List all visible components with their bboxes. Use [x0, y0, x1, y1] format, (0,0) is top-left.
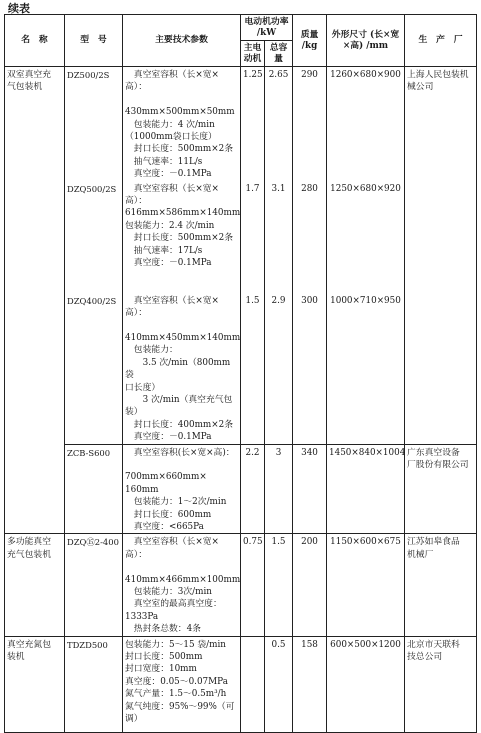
table-row — [5, 444, 477, 534]
model-cell: TDZD500 — [65, 636, 123, 732]
total-power-cell: 1.5 — [265, 534, 293, 636]
header-weight: 质量 /kg — [293, 15, 327, 67]
table-caption: 续表 — [8, 2, 30, 15]
header-params: 主要技术参数 — [123, 15, 241, 67]
dims-cell: 1450×840×1004 — [327, 444, 405, 534]
header-name: 名 称 — [5, 15, 65, 67]
params-cell: 真空室容积（长×宽× 高）： 410mm×466mm×100mm 包装能力：3次/min 真空室的最高真空度： 1333Pa 热封条总数：4条 — [123, 534, 241, 636]
dims-cell: 1150×600×675 — [327, 534, 405, 636]
manufacturer-cell: 广东真空设备 厂股份有限公司 — [405, 444, 477, 534]
manufacturer-cell: 北京市天联科 技总公司 — [405, 636, 477, 732]
main-power-cell: 1.5 — [241, 293, 265, 444]
model-cell: DZQ⑮2-400 — [65, 534, 123, 636]
header-dims: 外形尺寸 (长×宽×高) /mm — [327, 15, 405, 67]
model-cell: DZ500/2S — [65, 67, 123, 181]
dims-cell: 1000×710×950 — [327, 293, 405, 444]
main-power-cell: 1.7 — [241, 181, 265, 293]
weight-cell: 280 — [293, 181, 327, 293]
params-cell: 包装能力：5～15 袋/min 封口长度：500mm 封口宽度：10mm 真空度：0.05～0.07MPa 氮气产量：1.5～0.5m³/h 氮气纯度：95%～99%（可 调） — [123, 636, 241, 732]
main-power-cell: 0.75 — [241, 534, 265, 636]
equipment-table — [4, 14, 477, 733]
table-row — [5, 534, 477, 636]
dims-cell: 1250×680×920 — [327, 181, 405, 293]
dims-cell: 600×500×1200 — [327, 636, 405, 732]
params-cell: 真空室容积(长×宽×高)： 700mm×660mm× 160mm 包装能力：1～2次/min 封口长度：600mm 真空度：<665Pa — [123, 444, 241, 534]
params-cell: 真空室容积（长×宽× 高）： 430mm×500mm×50mm 包装能力：4 次/min （1000mm袋口长度） 封口长度：500mm×2条 抽气速率：11L/s 真空度：－0.1MPa — [123, 67, 241, 181]
product-name-cell: 多功能真空 充气包装机 — [5, 534, 65, 636]
header-total-power: 总容量 — [265, 41, 293, 67]
header-power: 电动机功率 /kW — [241, 15, 293, 41]
model-cell: DZQ500/2S — [65, 181, 123, 293]
header-model: 型 号 — [65, 15, 123, 67]
header-main-power: 主电 动机 — [241, 41, 265, 67]
weight-cell: 290 — [293, 67, 327, 181]
header-manufacturer: 生 产 厂 — [405, 15, 477, 67]
main-power-cell: 2.2 — [241, 444, 265, 534]
weight-cell: 300 — [293, 293, 327, 444]
total-power-cell: 3 — [265, 444, 293, 534]
table-row — [5, 636, 477, 732]
weight-cell: 200 — [293, 534, 327, 636]
total-power-cell: 2.9 — [265, 293, 293, 444]
weight-cell: 158 — [293, 636, 327, 732]
weight-cell: 340 — [293, 444, 327, 534]
total-power-cell: 3.1 — [265, 181, 293, 293]
params-cell: 真空室容积（长×宽× 高）： 616mm×586mm×140mm 包装能力：2.4 次/min 封口长度：500mm×2条 抽气速率：17L/s 真空度：－0.1MPa — [123, 181, 241, 293]
total-power-cell: 0.5 — [265, 636, 293, 732]
manufacturer-cell: 江苏如皋食品 机械厂 — [405, 534, 477, 636]
table-row — [5, 67, 477, 181]
manufacturer-cell: 上海人民包装机 械公司 — [405, 67, 477, 445]
model-cell: ZCB-S600 — [65, 444, 123, 534]
dims-cell: 1260×680×900 — [327, 67, 405, 181]
total-power-cell: 2.65 — [265, 67, 293, 181]
product-name-cell: 真空充氮包 装机 — [5, 636, 65, 732]
params-cell: 真空室容积（长×宽× 高）： 410mm×450mm×140mm 包装能力： 3.5 次/min（800mm 袋 口长度） 3 次/min（真空充气包 装） 封口长度：400mm×2条 真空度：－0.1MPa — [123, 293, 241, 444]
main-power-cell — [241, 636, 265, 732]
model-cell: DZQ400/2S — [65, 293, 123, 444]
main-power-cell: 1.25 — [241, 67, 265, 181]
product-name-cell: 双室真空充 气包装机 — [5, 67, 65, 534]
